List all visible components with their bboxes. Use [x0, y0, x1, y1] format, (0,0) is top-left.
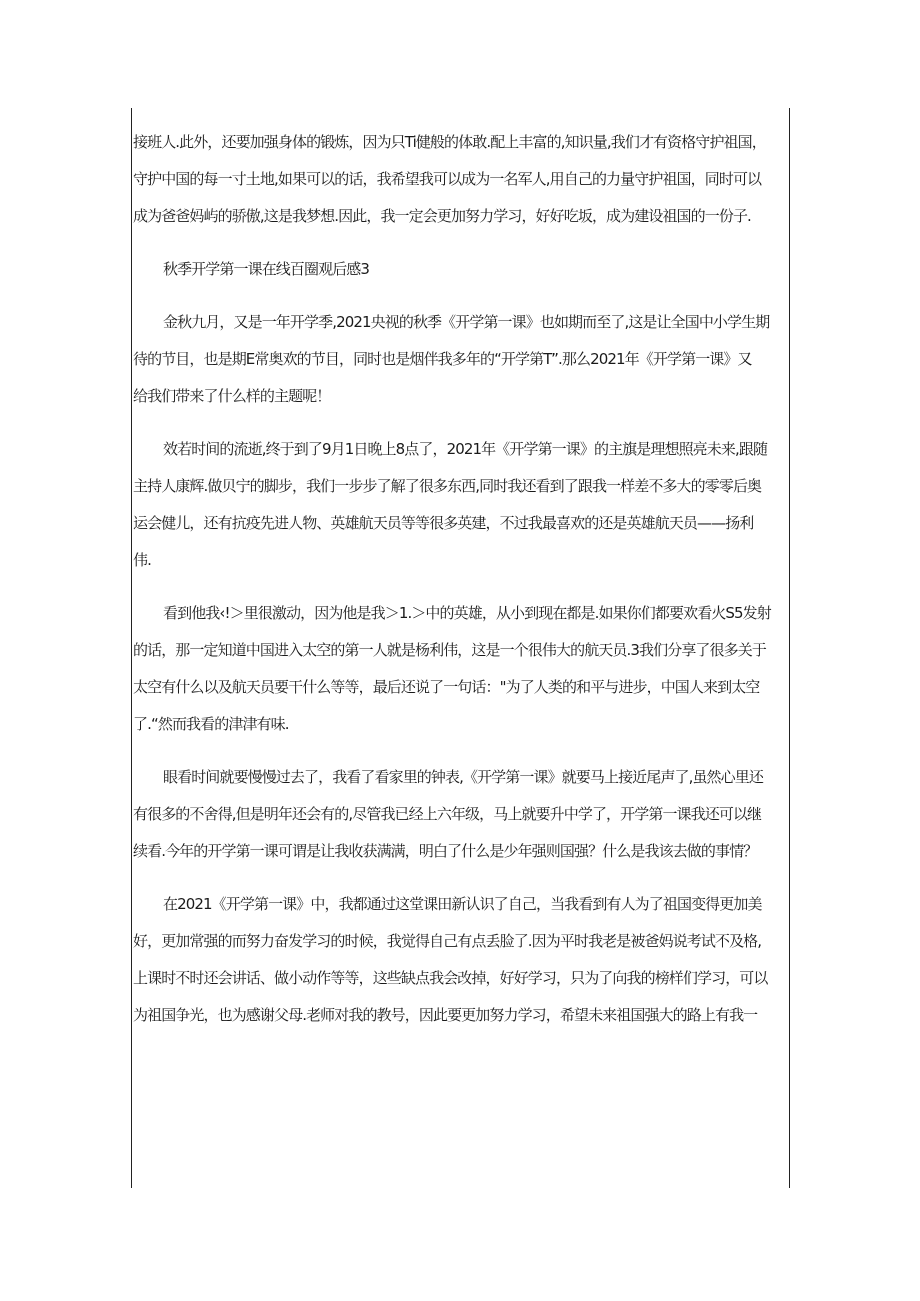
text-line: 给我们带来了什么样的主题呢！ — [133, 387, 331, 405]
text-line: 了.“然而我看的津津有味. — [133, 715, 289, 733]
paragraph-5 — [133, 759, 793, 870]
text-line: 太空有什么以及航天员要干什么等等，最后还说了一句话："为了人类的和平与进步，中国人来到太空 — [133, 678, 760, 696]
text-line: 上课时不时还会讲话、做小动作等等，这些缺点我会改掉，好好学习，只为了向我的榜样们学习，可以 — [133, 969, 768, 987]
paragraph-1 — [133, 124, 793, 235]
left-margin-rule — [131, 108, 132, 1188]
text-line: 的话，那一定知道中国进入太空的第一人就是杨利伟，这是一个很伟大的航天员.3我们分享了很多关于 — [133, 641, 766, 659]
text-line: 好，更加常强的而努力奋发学习的时候，我觉得自己有点丢脸了.因为平时我老是被爸妈说考试不及格, — [133, 932, 762, 950]
text-line: 看到他我‹!＞里很激动，因为他是我＞1.＞中的英雄，从小到现在都是.如果你们都要欢看火S5发射 — [163, 604, 771, 622]
text-line: 金秋九月，又是一年开学季,2021央视的秋季《开学第一课》也如期而至了,这是让全国中小学生期 — [163, 313, 770, 331]
paragraph-2 — [133, 304, 793, 415]
text-line: 有很多的不舍得,但是明年还会有的,尽管我已经上六年级，马上就要升中学了，开学第一课我还可以继 — [133, 805, 762, 823]
text-line: 接班人.此外，还要加强身体的锻炼，因为只Ti健般的体敢.配上丰富的,知识量,我们才有资格守护祖国， — [133, 133, 766, 151]
text-line: 续看.今年的开学第一课可谓是让我收获满满，明白了什么是少年强则国强？什么是我该去做的事情？ — [133, 842, 758, 860]
text-line: 伟. — [133, 551, 151, 569]
text-line: 成为爸爸妈屿的骄傲,这是我梦想.因此，我一定会更加努力学习，好好吃坂，成为建设祖国的一份子. — [133, 207, 751, 225]
text-line: 运会健儿，还有抗疫先进人物、英雄航天员等等很多英建，不过我最喜欢的还是英雄航天员——扬利 — [133, 514, 754, 532]
text-line: 待的节目，也是期E常奥欢的节目，同时也是烟伴我多年的“开学第T”.那么2021年《开学第一课》又 — [133, 350, 752, 368]
text-line: 守护中国的每一寸土地,如果可以的话，我希望我可以成为一名军人,用自己的力量守护祖国，同时可以 — [133, 170, 762, 188]
paragraph-6 — [133, 886, 793, 1034]
text-line: 效若时间的流逝,终于到了9月1日晚上8点了，2021年《开学第一课》的主旗是理想照亮未来,跟随 — [163, 440, 768, 458]
text-line: 主持人康辉.做贝宁的脚步，我们一步步了解了很多东西,同时我还看到了跟我一样差不多大的零零后奥 — [133, 477, 762, 495]
paragraph-3 — [133, 431, 793, 579]
text-line: 眼看时间就要慢慢过去了，我看了看家里的钟表,《开学第一课》就要马上接近尾声了,虽然心里还 — [163, 768, 763, 786]
document-body — [133, 124, 793, 1050]
text-line: 为祖国争光，也为感谢父母.老师对我的教号，因此要更加努力学习，希望未来祖国强大的路上有我一 — [133, 1006, 758, 1024]
paragraph-4 — [133, 595, 793, 743]
text-line: 在2021《开学第一课》中，我都通过这堂课田新认识了自己，当我看到有人为了祖国变得更加美 — [163, 895, 762, 913]
section-heading: 秋季开学第一课在线百圈观后感3 — [163, 260, 370, 278]
